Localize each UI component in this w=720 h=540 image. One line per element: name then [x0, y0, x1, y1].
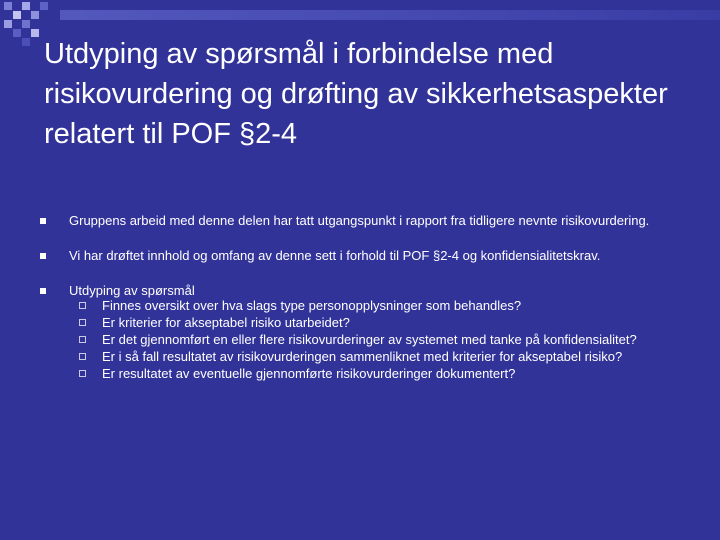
hollow-square-bullet-icon [79, 370, 86, 377]
sub-bullet-item [69, 333, 690, 347]
hollow-square-bullet-icon [79, 302, 86, 309]
square-bullet-icon [40, 288, 46, 294]
sub-bullet-item [69, 299, 690, 313]
sub-bullet-list [69, 299, 690, 381]
slide-title: Utdyping av spørsmål i forbindelse med risikovurdering og drøfting av sikkerhetsaspekter relatert til POF §2-4 [44, 38, 668, 150]
sub-bullet-item [69, 367, 690, 381]
square-bullet-icon [40, 218, 46, 224]
hollow-square-bullet-icon [79, 319, 86, 326]
sub-bullet-item [69, 316, 690, 330]
bullet-list [40, 214, 690, 402]
square-bullet-icon [40, 253, 46, 259]
bullet-text: Vi har drøftet innhold og omfang av denne sett i forhold til POF §2-4 og konfidensialitetskrav. [69, 248, 601, 263]
top-stripe [60, 10, 720, 20]
sub-bullet-text: Er i så fall resultatet av risikovurderingen sammenliknet med kriterier for akseptabel risiko? [102, 349, 623, 364]
hollow-square-bullet-icon [79, 353, 86, 360]
sub-bullet-text: Er resultatet av eventuelle gjennomførte risikovurderinger dokumentert? [102, 366, 516, 381]
hollow-square-bullet-icon [79, 336, 86, 343]
sub-bullet-item [69, 350, 690, 364]
bullet-item [40, 249, 690, 263]
sub-bullet-text: Finnes oversikt over hva slags type personopplysninger som behandles? [102, 298, 522, 313]
bullet-item [40, 284, 690, 381]
sub-bullet-text: Er det gjennomført en eller flere risikovurderinger av systemet med tanke på konfidensialitet? [102, 332, 637, 347]
sub-bullet-text: Er kriterier for akseptabel risiko utarbeidet? [102, 315, 350, 330]
bullet-item [40, 214, 690, 228]
bullet-text: Utdyping av spørsmål [69, 283, 195, 298]
bullet-text: Gruppens arbeid med denne delen har tatt utgangspunkt i rapport fra tidligere nevnte risikovurdering. [69, 213, 650, 228]
